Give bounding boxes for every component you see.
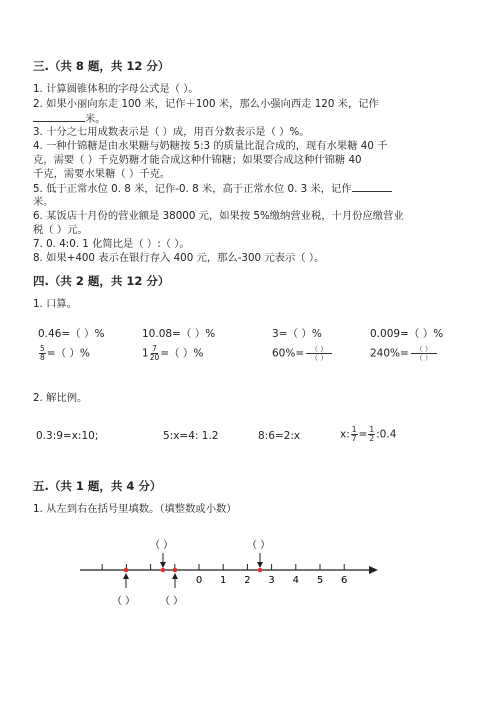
oral-calc-6: 1 $\frac{7}{20}$ =（ ）% <box>142 344 204 362</box>
number-line <box>0 520 500 620</box>
top-blank-2[interactable]: （ ） <box>247 540 271 551</box>
oral-calc-3: 3=（ ）% <box>272 328 322 340</box>
oral-calc-7: 60%= （ ） （ ） <box>272 345 332 362</box>
down-arrow-head-icon <box>160 562 166 568</box>
fraction: $\frac{1}{2}$ <box>369 425 375 443</box>
tick-label: 6 <box>341 575 348 586</box>
bottom-blank-1[interactable]: （ ） <box>112 596 136 607</box>
tick-label: 2 <box>244 575 251 586</box>
oral-calc-5: $\frac{5}{8}$ =（ ）% <box>40 344 90 362</box>
proportion-3: 8:6=2:x <box>258 430 301 442</box>
section-4-title: 四.（共 2 题，共 12 分） <box>33 274 170 288</box>
proportion-1: 0.3:9=x:10; <box>36 430 99 442</box>
tick-group <box>102 564 344 570</box>
fraction-blank[interactable]: （ ） （ ） <box>411 345 437 362</box>
fraction: $\frac{7}{20}$ <box>149 344 160 362</box>
tick-label: 4 <box>292 575 299 586</box>
oral-calc-1: 0.46=（ ）% <box>38 328 105 340</box>
question-3-4: 4. 一种什锦糖是由水果糖与奶糖按 5:3 的质量比混合成的，现有水果糖 40 千 <box>33 140 388 152</box>
up-arrow-head-icon <box>172 573 178 579</box>
marked-point <box>173 568 178 573</box>
question-4-1-title: 1. 口算。 <box>33 298 77 310</box>
tick-label: 1 <box>220 575 227 586</box>
section-3-title: 三.（共 8 题，共 12 分） <box>33 59 170 73</box>
question-3-6-cont: 税（ ）元。 <box>33 224 88 236</box>
fraction: $\frac{5}{8}$ <box>40 344 45 362</box>
tick-label: 3 <box>268 575 275 586</box>
question-5-1-title: 1. 从左到右在括号里填数。（填整数或小数） <box>33 503 237 515</box>
bottom-blank-2[interactable]: （ ） <box>160 596 184 607</box>
answer-blank[interactable] <box>33 111 85 122</box>
marked-point <box>258 568 263 573</box>
marked-point <box>124 568 129 573</box>
down-arrow-head-icon <box>257 562 263 568</box>
top-blank-1[interactable]: （ ） <box>150 540 174 551</box>
tick-label: 0 <box>195 575 203 586</box>
question-3-1: 1. 计算圆锥体积的字母公式是（ ）。 <box>33 83 199 95</box>
proportion-2: 5:x=4: 1.2 <box>163 430 219 442</box>
marked-point <box>161 568 166 573</box>
question-3-2: 2. 如果小丽向东走 100 米，记作＋100 米，那么小强向西走 120 米，记作 <box>33 98 379 110</box>
fraction: $\frac{1}{7}$ <box>351 425 357 443</box>
question-3-7: 7. 0. 4:0. 1 化简比是（ ）:（ ）。 <box>33 238 190 250</box>
question-3-2-tail: 米。 <box>85 113 106 125</box>
oral-calc-4: 0.009=（ ）% <box>370 328 444 340</box>
question-3-4-cont: 克，需要（ ）千克奶糖才能合成这种什锦糖；如果要合成这种什锦糖 40 <box>33 154 362 166</box>
question-3-5-tail: 米。 <box>33 196 54 208</box>
question-3-3: 3. 十分之七用成数表示是（ ）成，用百分数表示是（ ）%。 <box>33 126 310 138</box>
up-arrow-head-icon <box>123 573 129 579</box>
axis-arrow-icon <box>369 566 378 574</box>
oral-calc-8: 240%= （ ） （ ） <box>370 345 437 362</box>
section-5-title: 五.（共 1 题，共 4 分） <box>33 479 162 493</box>
question-3-6: 6. 某饭店十月份的营业额是 38000 元，如果按 5%缴纳营业税，十月份应缴营业 <box>33 210 404 222</box>
answer-blank[interactable] <box>352 181 392 192</box>
fraction-blank[interactable]: （ ） （ ） <box>306 345 332 362</box>
question-4-2-title: 2. 解比例。 <box>33 392 88 404</box>
question-3-2-cont <box>33 111 106 126</box>
proportion-4: x: $\frac{1}{7}$ = $\frac{1}{2}$ :0.4 <box>340 425 397 443</box>
tick-label-group <box>196 575 348 586</box>
question-3-5-text: 5. 低于正常水位 0. 8 米，记作-0. 8 米，高于正常水位 0. 3 米，记作 <box>33 183 352 195</box>
question-3-4-cont2: 千克，需要水果糖（ ）千克。 <box>33 168 171 180</box>
question-3-8: 8. 如果+400 表示在银行存入 400 元，那么-300 元表示（ ）。 <box>33 252 325 264</box>
oral-calc-2: 10.08=（ ）% <box>142 328 216 340</box>
question-3-5 <box>33 181 392 196</box>
tick-label: 5 <box>316 575 324 586</box>
